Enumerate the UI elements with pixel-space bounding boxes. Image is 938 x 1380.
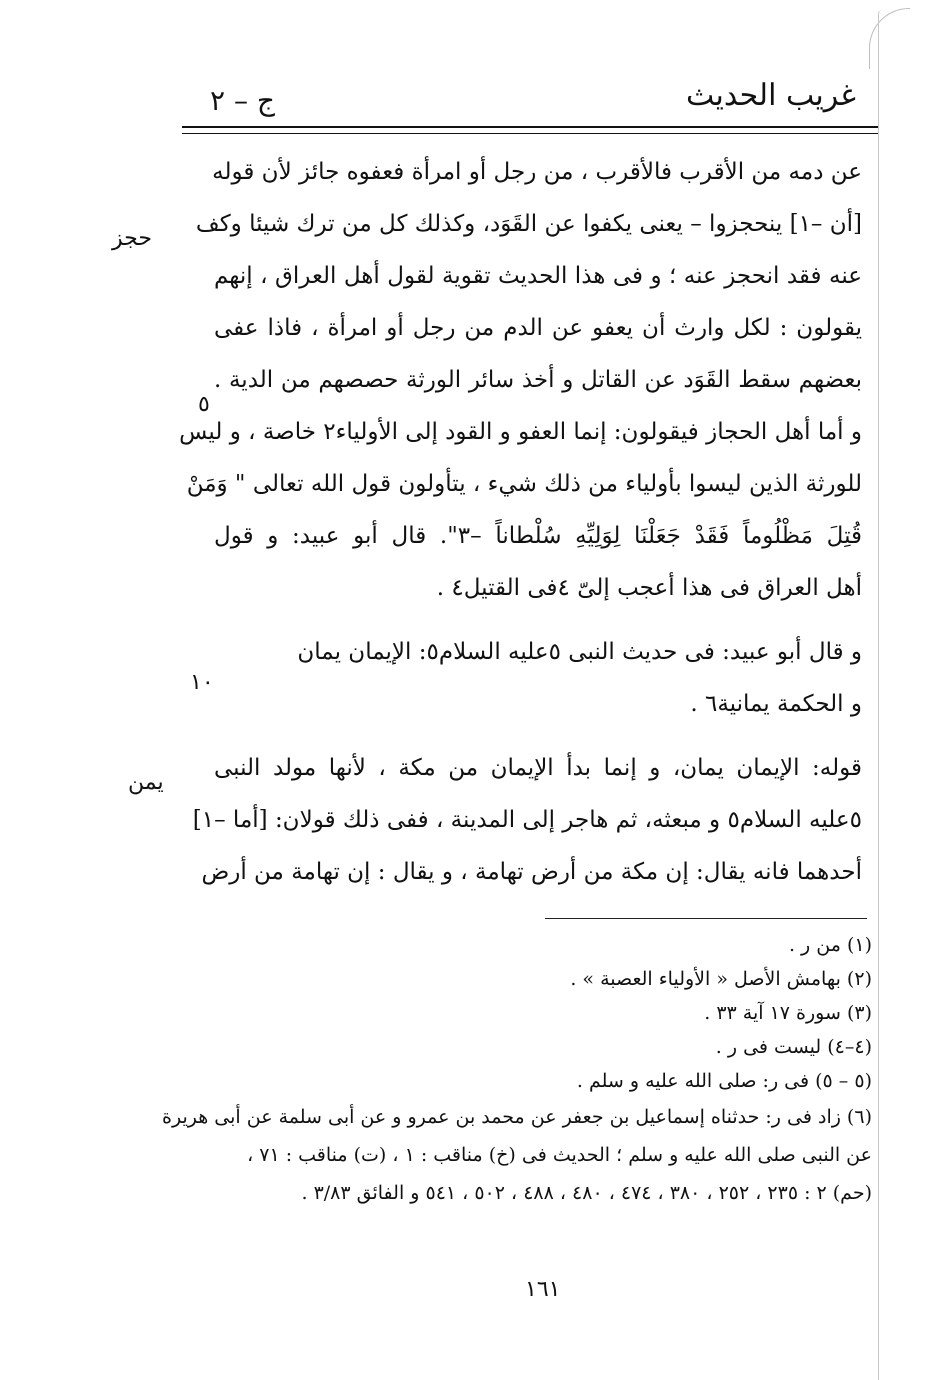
commentary-line: قوله: الإيمان يمان، و إنما بدأ الإيمان من مكة ، لأنها مولد النبى — [214, 755, 862, 781]
text-line: عنه فقد انحجز عنه ؛ و فى هذا الحديث تقوية لقول أهل العراق ، إنهم — [214, 263, 862, 289]
footnote: (٣) سورة ١٧ آية ٣٣ . — [704, 1002, 872, 1024]
margin-keyword-yaman: يمن — [128, 770, 164, 795]
running-head-volume: ج – ٢ — [210, 84, 275, 117]
footnotes — [162, 928, 872, 1212]
page-number: ١٦١ — [525, 1277, 561, 1302]
text-line: بعضهم سقط القَوَد عن القاتل و أخذ سائر الورثة حصصهم من الدية . — [214, 367, 862, 393]
text-line: للورثة الذين ليسوا بأولياء من ذلك شيء ، يتأولون قول الله تعالى " وَمَنْ — [186, 471, 862, 497]
footnote: عن النبى صلى الله عليه و سلم ؛ الحديث فى (خ) مناقب : ١ ، (ت) مناقب : ٧١ ، — [247, 1144, 872, 1166]
binding-curve — [869, 8, 910, 69]
hadith-line: و الحكمة يمانية٦ . — [690, 691, 862, 717]
hadith-line: و قال أبو عبيد: فى حديث النبى ٥عليه السلام٥: الإيمان يمان — [297, 639, 862, 665]
footnote: (١) من ر . — [788, 934, 872, 956]
text-line: و أما أهل الحجاز فيقولون: إنما العفو و القود إلى الأولياء٢ خاصة ، و ليس — [179, 419, 862, 445]
footnote: (٤–٤) ليست فى ر . — [715, 1036, 872, 1058]
footnote: (٢) بهامش الأصل « الأولياء العصبة » . — [570, 968, 872, 990]
binding-edge — [878, 10, 882, 1380]
line-number-5: ٥ — [198, 392, 210, 417]
running-head-title: غريب الحديث — [686, 78, 856, 113]
commentary-line: ٥عليه السلام٥ و مبعثه، ثم هاجر إلى المدينة ، ففى ذلك قولان: [أما –١] — [192, 807, 862, 833]
header-rule-thin — [182, 133, 878, 134]
footnote: (حم) ٢ : ٢٣٥ ، ٢٥٢ ، ٣٨٠ ، ٤٧٤ ، ٤٨٠ ، ٤٨٨ ، ٥٠٢ ، ٥٤١ و الفائق ٣/٨٣ . — [301, 1182, 872, 1204]
text-line: قُتِلَ مَظْلُوماً فَقَدْ جَعَلْنَا لِوَلِيِّهِ سُلْطاناً –٣". قال أبو عبيد: و قول — [214, 523, 863, 549]
text-line: [أن –١] ينحجزوا – يعنى يكفوا عن القَوَد، وكذلك كل من ترك شيئا وكف — [195, 211, 862, 237]
footnote: (٥ – ٥) فى ر: صلى الله عليه و سلم . — [576, 1070, 872, 1092]
margin-keyword-hajaz: حجز — [112, 226, 152, 251]
text-line: يقولون : لكل وارث أن يعفو عن الدم من رجل أو امرأة ، فاذا عفى — [214, 315, 862, 341]
text-line: عن دمه من الأقرب فالأقرب ، من رجل أو امرأة فعفوه جائز لأن قوله — [212, 159, 862, 185]
text-line: أهل العراق فى هذا أعجب إلىّ ٤فى القتيل٤ . — [436, 575, 862, 601]
commentary-line: أحدهما فانه يقال: إن مكة من أرض تهامة ، و يقال : إن تهامة من أرض — [201, 859, 862, 885]
footnote: (٦) زاد فى ر: حدثناه إسماعيل بن جعفر عن محمد بن عمرو و عن أبى سلمة عن أبى هريرة — [162, 1106, 872, 1128]
footnote-separator — [545, 918, 867, 919]
header-rule-thick — [182, 126, 878, 128]
line-number-10: ١٠ — [190, 670, 214, 695]
